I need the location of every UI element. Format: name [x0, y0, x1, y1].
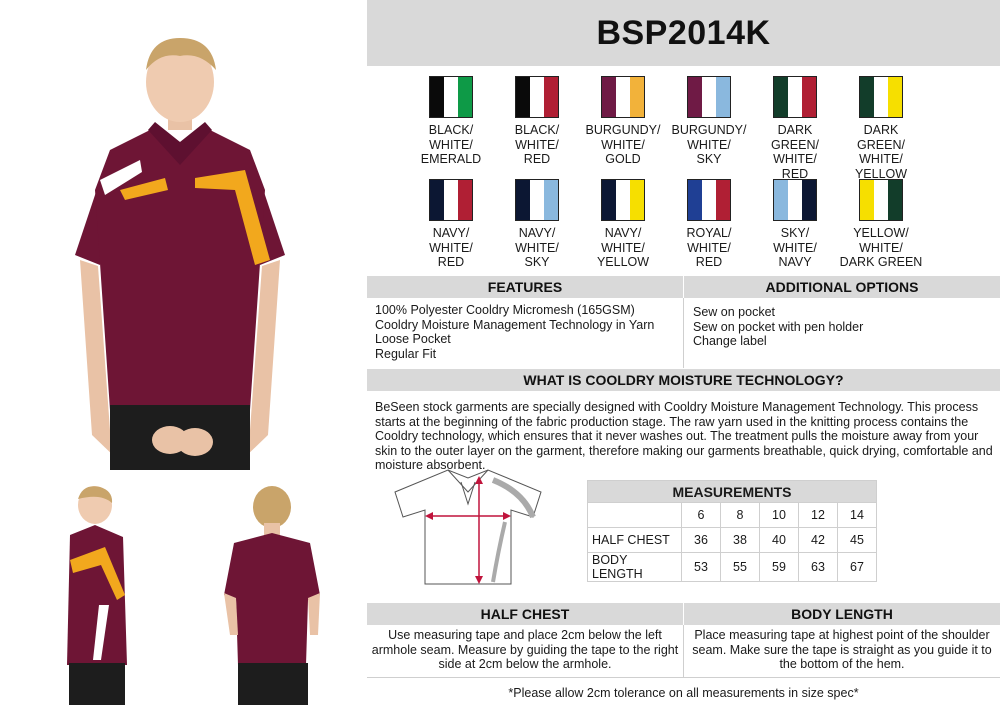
spec-panel — [367, 0, 1000, 707]
colour-label — [494, 226, 580, 270]
colour-label-line: YELLOW/ — [853, 226, 909, 240]
colour-label-line: SKY — [524, 255, 550, 269]
colour-label-line: YELLOW — [596, 255, 650, 269]
colour-chip — [515, 179, 559, 221]
front-photo — [70, 30, 290, 470]
size-cell: 6 — [682, 503, 721, 528]
features-heading: FEATURES — [367, 276, 683, 298]
colour-label-line: WHITE/ — [515, 240, 559, 255]
colour-label — [580, 123, 666, 167]
colour-label-line: EMERALD — [420, 152, 482, 166]
colour-label-line: RED — [781, 166, 809, 181]
option-item: Sew on pocket — [693, 305, 775, 319]
colour-swatch — [666, 76, 752, 167]
colour-label-line: NAVY — [778, 255, 812, 269]
value-cell: 67 — [838, 553, 877, 582]
option-item: Sew on pocket with pen holder — [693, 319, 864, 334]
colour-label-line: BURGUNDY/ — [671, 123, 747, 137]
value-cell: 40 — [760, 528, 799, 553]
half-chest-heading: HALF CHEST — [367, 603, 683, 625]
row-label: BODY LENGTH — [588, 553, 682, 582]
colour-label-line: BLACK/ — [428, 123, 474, 137]
colour-chip — [515, 76, 559, 118]
colour-label-line: RED — [523, 152, 551, 166]
feature-item: 100% Polyester Cooldry Micromesh (165GSM) — [375, 303, 635, 317]
tolerance-footnote: *Please allow 2cm tolerance on all measurements in size spec* — [508, 686, 859, 700]
colour-label — [666, 123, 752, 167]
section-divider — [683, 298, 684, 368]
options-list — [693, 305, 993, 349]
value-cell: 55 — [721, 553, 760, 582]
colour-label-line: BURGUNDY/ — [585, 123, 661, 137]
colour-swatch — [408, 179, 494, 270]
body-length-heading: BODY LENGTH — [684, 603, 1000, 625]
size-cell: 10 — [760, 503, 799, 528]
colour-label-line: YELLOW — [854, 166, 908, 181]
feature-item: Loose Pocket — [375, 332, 451, 346]
value-cell: 59 — [760, 553, 799, 582]
colour-chip — [859, 76, 903, 118]
colour-label-line: WHITE/ — [429, 137, 473, 152]
table-row — [588, 553, 877, 582]
colour-swatch — [408, 76, 494, 167]
value-cell: 36 — [682, 528, 721, 553]
colour-label — [580, 226, 666, 270]
colour-label — [752, 123, 838, 181]
colour-swatch — [580, 179, 666, 270]
body-length-text: Place measuring tape at highest point of the shoulder seam. Make sure the tape is straight as you guide it to the bottom of the hem. — [692, 628, 992, 671]
value-cell: 63 — [799, 553, 838, 582]
colour-chip — [429, 179, 473, 221]
options-heading: ADDITIONAL OPTIONS — [684, 276, 1000, 298]
colour-label-line: RED — [437, 255, 465, 269]
colour-label-line: DARK GREEN — [839, 255, 923, 269]
size-cell: 14 — [838, 503, 877, 528]
value-cell: 53 — [682, 553, 721, 582]
colour-label-line: WHITE/ — [773, 152, 817, 166]
colour-chip — [687, 76, 731, 118]
feature-item: Regular Fit — [375, 346, 437, 361]
size-row — [588, 503, 877, 528]
colour-swatch — [494, 76, 580, 167]
colour-label-line: WHITE/ — [859, 152, 903, 166]
colour-label — [752, 226, 838, 270]
features-list — [375, 303, 680, 361]
colour-label-line: WHITE/ — [601, 137, 645, 152]
colour-label-line: WHITE/ — [773, 240, 817, 255]
cooldry-heading: WHAT IS COOLDRY MOISTURE TECHNOLOGY? — [367, 369, 1000, 391]
colour-label-line: SKY/ — [780, 226, 810, 240]
colour-chip — [859, 179, 903, 221]
colour-swatch — [666, 179, 752, 270]
colour-chip — [773, 179, 817, 221]
measurements-table — [587, 480, 877, 582]
colour-label — [408, 123, 494, 167]
measurement-diagram — [393, 462, 543, 597]
row-label: HALF CHEST — [588, 528, 682, 553]
colour-label — [838, 123, 924, 181]
colour-chip — [687, 179, 731, 221]
colour-label-line: BLACK/ — [514, 123, 560, 137]
product-photos — [0, 0, 366, 707]
colour-label-line: WHITE/ — [687, 137, 731, 152]
colour-label-line: WHITE/ — [601, 240, 645, 255]
colour-swatch — [494, 179, 580, 270]
title-bar — [367, 0, 1000, 66]
colour-label-line: WHITE/ — [515, 137, 559, 152]
colour-label-line: NAVY/ — [604, 226, 642, 240]
colour-label-line: WHITE/ — [687, 240, 731, 255]
colour-label — [408, 226, 494, 270]
half-chest-text: Use measuring tape and place 2cm below the left armhole seam. Measure by guiding the tape to the right side at 2cm below the armhole. — [371, 628, 679, 671]
table-row — [588, 528, 877, 553]
colour-label — [666, 226, 752, 270]
colour-label-line: DARK GREEN/ — [857, 123, 905, 152]
cooldry-text: BeSeen stock garments are specially designed with Cooldry Moisture Management Technology. This process starts at the beginning of the fabric production stage. The raw yarn used in the knitting process contains the Cooldry technology, which ensures that it never washes out. The treatment pulls the moisture away from your skin to the outer layer on the garment, therefore making our garments breathable, quick drying, comfortable and moisture absorbent. — [375, 400, 993, 472]
value-cell: 45 — [838, 528, 877, 553]
product-code: BSP2014K — [596, 13, 771, 52]
option-item: Change label — [693, 334, 767, 348]
colour-label-line: GOLD — [605, 152, 641, 166]
colour-chip — [429, 76, 473, 118]
size-cell: 12 — [799, 503, 838, 528]
colour-swatch — [838, 179, 924, 270]
colour-chip — [773, 76, 817, 118]
colour-swatch — [838, 76, 924, 181]
colour-swatch — [580, 76, 666, 167]
colour-label-line: RED — [695, 255, 723, 269]
colour-label-line: SKY — [696, 152, 722, 166]
colour-label — [494, 123, 580, 167]
feature-item: Cooldry Moisture Management Technology in Yarn — [375, 317, 655, 332]
size-cell: 8 — [721, 503, 760, 528]
measurements-heading: MEASUREMENTS — [588, 481, 877, 503]
colour-label — [838, 226, 924, 270]
colour-label-line: WHITE/ — [859, 240, 903, 255]
footer-divider — [367, 677, 1000, 678]
side-photo — [55, 485, 135, 705]
size-corner — [588, 503, 682, 528]
colour-label-line: NAVY/ — [518, 226, 556, 240]
colour-chip — [601, 76, 645, 118]
colour-label-line: WHITE/ — [429, 240, 473, 255]
value-cell: 42 — [799, 528, 838, 553]
colour-label-line: ROYAL/ — [686, 226, 732, 240]
section-divider — [683, 625, 684, 677]
colour-chip — [601, 179, 645, 221]
colour-label-line: NAVY/ — [432, 226, 470, 240]
colour-swatch — [752, 76, 838, 181]
colour-swatch — [752, 179, 838, 270]
colour-label-line: DARK GREEN/ — [771, 123, 819, 152]
value-cell: 38 — [721, 528, 760, 553]
back-photo — [220, 485, 330, 705]
